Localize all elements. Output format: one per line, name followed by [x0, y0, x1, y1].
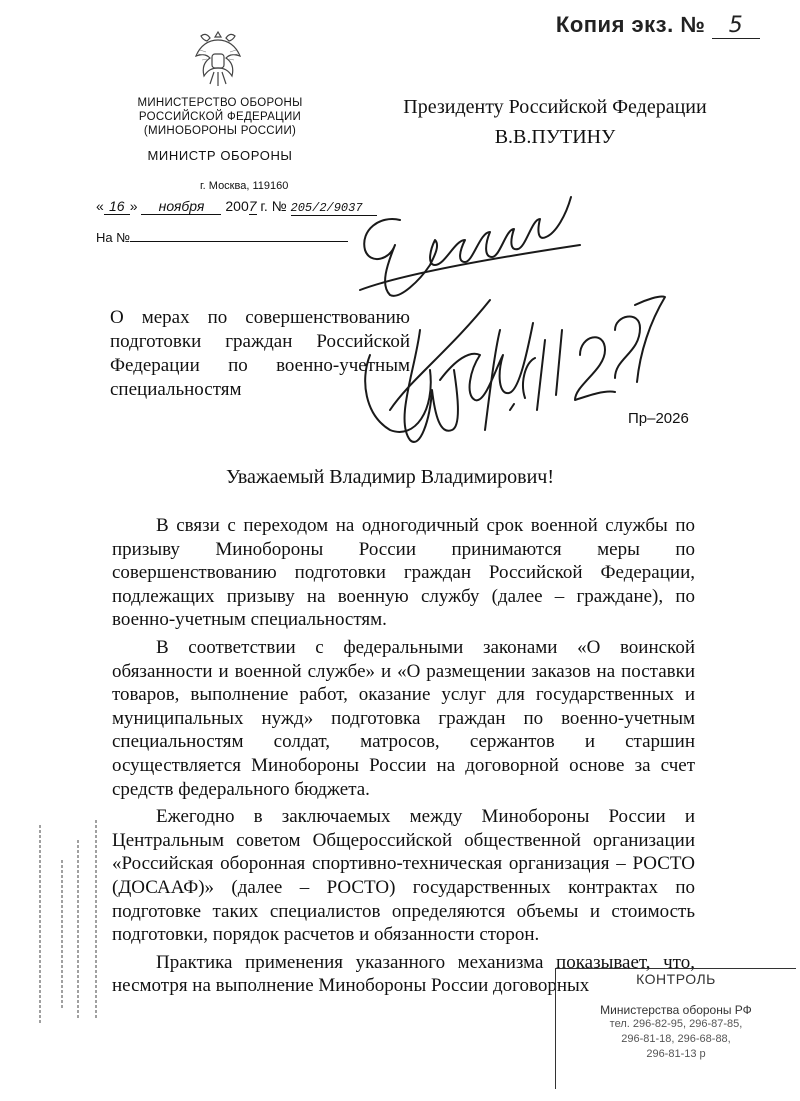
reply-reference-label: На №	[96, 230, 131, 245]
subject-line: подготовки граждан Российской	[110, 331, 410, 352]
body-paragraph: Практика применения указанного механизма показывает, что, несмотря на выполнение Минобороны России договорных	[112, 951, 695, 997]
subject-line: О мерах по совершенствованию	[110, 307, 410, 328]
stamp-phone-line: 296-81-13 р	[646, 1048, 706, 1060]
ministry-line: РОССИЙСКОЙ ФЕДЕРАЦИИ	[138, 111, 302, 123]
date-registration-line	[96, 198, 377, 216]
subject-line: Федерации по военно-учетным	[110, 355, 410, 376]
reply-reference-line	[96, 230, 348, 245]
date-open-quote: «	[96, 198, 104, 214]
sender-city: г. Москва, 119160	[200, 180, 289, 192]
date-close-quote: »	[129, 198, 138, 214]
subject-line: специальностям	[110, 379, 242, 400]
reply-reference-blank	[130, 241, 348, 242]
ministry-line: МИНИСТЕРСТВО ОБОРОНЫ	[137, 97, 303, 109]
addressee-block	[390, 92, 720, 152]
body-paragraph: В связи с переходом на одногодичный срок военной службы по призыву Минобороны России принимаются меры по совершенствованию подготовки граждан Российской Федерации, подлежащих призыву на военную службу (далее – граждане), по военно-учетным специальностям.	[112, 515, 695, 631]
addressee-title: Президенту Российской Федерации	[403, 96, 707, 118]
body-paragraph: В соответствии с федеральными законами «О воинской обязанности и военной службе» и «О размещении заказов на поставки товаров, выполнение работ, оказание услуг для государственных и муниципальных нужд» подготовка граждан по военно-учетным специальностям солдат, матросов, сержантов и старшин осуществляется Минобороны России на договорной основе за счет средств федерального бюджета.	[112, 636, 695, 800]
margin-notes-marks	[30, 820, 110, 1030]
control-stamp	[555, 968, 796, 1089]
copy-number-label: Копия экз. №	[555, 12, 706, 37]
stamp-title: КОНТРОЛЬ	[636, 971, 716, 987]
copy-number-value: 5	[712, 13, 760, 39]
date-year-digit: 7	[248, 198, 257, 214]
date-year-prefix: 200	[225, 198, 249, 214]
minister-title: МИНИСТР ОБОРОНЫ	[147, 148, 293, 163]
stamp-phone-line: 296-81-18, 296-68-88,	[621, 1033, 731, 1045]
letter-body	[112, 514, 695, 998]
date-month: ноября	[141, 198, 221, 215]
body-paragraph: Ежегодно в заключаемых между Минобороны России и Центральным советом Общероссийской общественной организации «Российская оборонная спортивно-техническая организация – РОСТО (ДОСААФ)» (далее – РОСТО) государственных контрактах по подготовке таких специалистов определяются объемы и стоимость подготовки, порядок расчетов и обязанности сторон.	[112, 806, 695, 946]
state-emblem-icon	[190, 28, 246, 90]
stamp-phone-line: тел. 296-82-95, 296-87-85,	[609, 1018, 743, 1030]
letter-subject	[110, 306, 410, 402]
addressee-name: В.В.ПУТИНУ	[494, 126, 616, 148]
ministry-line: (МИНОБОРОНЫ РОССИИ)	[143, 125, 297, 137]
date-day: 16	[104, 198, 130, 215]
stamp-organization: Министерства обороны РФ	[600, 1003, 752, 1017]
resolution-code: Пр–2026	[628, 410, 689, 427]
copy-number-mark	[556, 12, 760, 39]
registration-number: 205/2/9037	[291, 201, 377, 216]
ministry-name	[120, 96, 320, 138]
greeting: Уважаемый Владимир Владимирович!	[225, 466, 555, 488]
date-year-suffix: г. №	[256, 198, 287, 214]
